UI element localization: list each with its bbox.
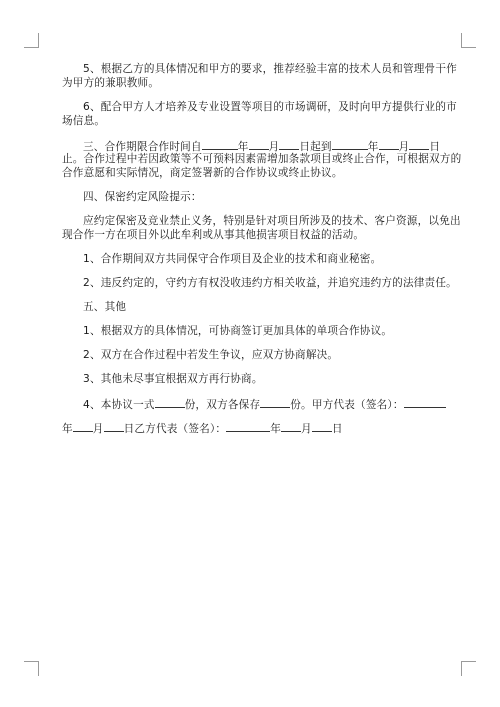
section-4-line-1: 应约定保密及竞业禁止义务，特别是针对项目所涉及的技术、客户资源，以免出 <box>83 215 461 227</box>
party-a-signature-blank <box>404 396 446 408</box>
item-6-line-1: 6、配合甲方人才培养及专业设置等项目的市场调研，及时向甲方提供行业的市 <box>83 101 457 113</box>
copies-each-blank <box>260 396 290 408</box>
copies-total-blank <box>155 396 185 408</box>
sig-day-blank <box>104 420 124 432</box>
signature-date-line <box>62 420 440 434</box>
copies-line <box>62 396 440 410</box>
sig-month-2: 月 <box>301 423 312 435</box>
party-b-signature-blank <box>226 420 270 432</box>
item-6-line-2: 场信息。 <box>62 115 106 127</box>
section-5-item-2: 2、双方在合作过程中若发生争议，应双方协商解决。 <box>83 349 339 361</box>
term-day-2: 日 <box>429 141 441 153</box>
sig-day-2: 日 <box>331 423 343 435</box>
crop-mark-bottom-right <box>461 661 476 676</box>
sig-month-blank <box>73 420 93 432</box>
term-prefix: 三、合作期限合作时间自 <box>83 141 202 153</box>
section-4-line-2: 现合作一方在项目外以此牟利或从事其他损害项目权益的活动。 <box>62 229 365 241</box>
section-5-item-3: 3、其他未尽事宜根据双方再行协商。 <box>83 373 263 385</box>
start-month-blank <box>249 138 269 150</box>
sig-day-party-b: 日乙方代表（签名）： <box>123 423 227 435</box>
end-year-blank <box>332 138 368 150</box>
sig-day-2-blank <box>312 420 332 432</box>
term-line-3: 合作意愿和实际情况，商定签署新的合作协议或终止协议。 <box>62 167 343 179</box>
section-4-item-1: 1、合作期间双方共同保守合作项目及企业的技术和商业秘密。 <box>83 253 382 265</box>
crop-mark-top-right <box>461 33 476 48</box>
section-5-title: 五、其他 <box>83 301 127 313</box>
item-5-line-1: 5、根据乙方的具体情况和甲方的要求，推荐经验丰富的技术人员和管理骨干作 <box>83 63 457 75</box>
document-body <box>62 62 462 435</box>
copies-mid: 份，双方各保存 <box>184 399 261 411</box>
term-month-1: 月 <box>268 141 280 153</box>
section-5-item-1: 1、根据双方的具体情况，可协商签订更加具体的单项合作协议。 <box>83 325 393 337</box>
term-month-2: 月 <box>398 141 410 153</box>
section-4-item-2: 2、违反约定的，守约方有权没收违约方相关收益，并追究违约方的法律责任。 <box>83 277 457 289</box>
end-month-blank <box>379 138 399 150</box>
term-line-1 <box>62 138 440 152</box>
item-5-line-2: 为甲方的兼职教师。 <box>62 77 160 89</box>
copies-prefix: 4、本协议一式 <box>83 399 155 411</box>
crop-mark-bottom-left <box>24 661 39 676</box>
term-day-1: 日起到 <box>299 141 332 153</box>
term-line-2: 止。合作过程中若因政策等不可预料因素需增加条款项目或终止合作，可根据双方的 <box>62 153 462 165</box>
term-year-2: 年 <box>367 141 379 153</box>
start-day-blank <box>279 138 299 150</box>
end-day-blank <box>409 138 429 150</box>
sig-month: 月 <box>92 423 104 435</box>
crop-mark-top-left <box>24 33 39 48</box>
copies-suffix: 份。甲方代表（签名）： <box>290 399 404 411</box>
sig-month-2-blank <box>281 420 301 432</box>
sig-year: 年 <box>62 423 73 435</box>
term-year-1: 年 <box>237 141 249 153</box>
start-year-blank <box>202 138 238 150</box>
section-4-title: 四、保密约定风险提示： <box>83 191 202 203</box>
sig-year-2: 年 <box>270 423 282 435</box>
